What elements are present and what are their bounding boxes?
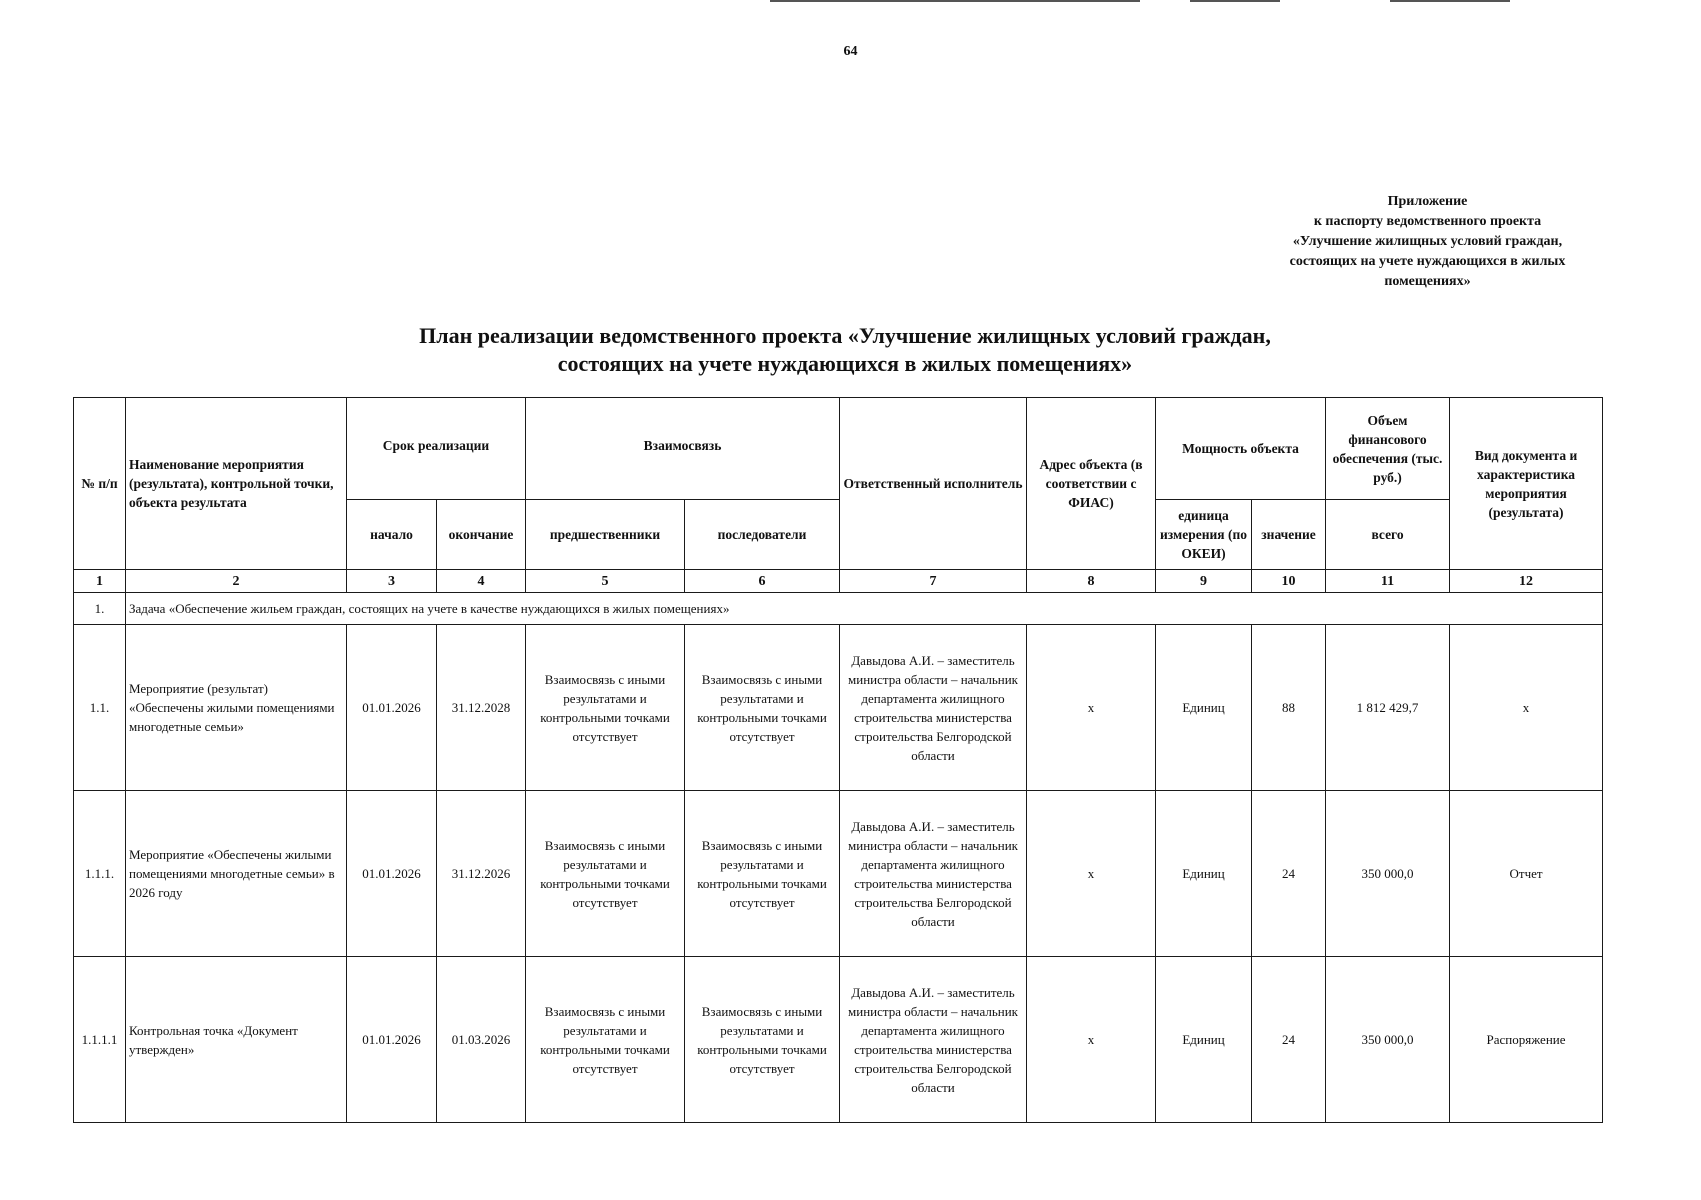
row-value: 24 xyxy=(1252,957,1326,1123)
row-finance: 350 000,0 xyxy=(1326,957,1450,1123)
appendix-line: помещениях» xyxy=(1384,274,1471,289)
row-finance: 1 812 429,7 xyxy=(1326,625,1450,791)
row-successors: Взаимосвязь с иными результатами и контрольными точками отсутствует xyxy=(685,791,840,957)
header-executor: Ответственный исполнитель xyxy=(840,398,1027,570)
header-num: № п/п xyxy=(74,398,126,570)
row-name: Мероприятие (результат) «Обеспечены жилыми помещениями многодетные семьи» xyxy=(126,625,347,791)
row-successors: Взаимосвязь с иными результатами и контрольными точками отсутствует xyxy=(685,625,840,791)
title-line: состоящих на учете нуждающихся в жилых помещениях» xyxy=(557,351,1133,376)
column-number: 7 xyxy=(840,570,1027,593)
row-value: 88 xyxy=(1252,625,1326,791)
row-address: х xyxy=(1027,957,1156,1123)
row-predecessors: Взаимосвязь с иными результатами и контрольными точками отсутствует xyxy=(526,625,685,791)
row-end-date: 01.03.2026 xyxy=(437,957,526,1123)
header-name: Наименование мероприятия (результата), контрольной точки, объекта результата xyxy=(126,398,347,570)
header-period-end: окончание xyxy=(437,500,526,570)
row-unit: Единиц xyxy=(1156,957,1252,1123)
task-num: 1. xyxy=(74,593,126,625)
header-predecessors: предшественники xyxy=(526,500,685,570)
column-number: 12 xyxy=(1450,570,1603,593)
column-number: 10 xyxy=(1252,570,1326,593)
row-start-date: 01.01.2026 xyxy=(347,791,437,957)
header-period-start: начало xyxy=(347,500,437,570)
task-text: Задача «Обеспечение жильем граждан, состоящих на учете в качестве нуждающихся в жилых помещениях» xyxy=(126,593,1603,625)
header-relation: Взаимосвязь xyxy=(526,398,840,500)
column-number: 11 xyxy=(1326,570,1450,593)
title-line: План реализации ведомственного проекта «Улучшение жилищных условий граждан, xyxy=(419,323,1271,348)
row-predecessors: Взаимосвязь с иными результатами и контрольными точками отсутствует xyxy=(526,791,685,957)
row-name: Контрольная точка «Документ утвержден» xyxy=(126,957,347,1123)
row-executor: Давыдова А.И. – заместитель министра области – начальник департамента жилищного строительства министерства строительства Белгородской области xyxy=(840,957,1027,1123)
row-start-date: 01.01.2026 xyxy=(347,625,437,791)
column-number: 8 xyxy=(1027,570,1156,593)
row-end-date: 31.12.2026 xyxy=(437,791,526,957)
scan-artifact-line xyxy=(770,0,1140,2)
column-number: 2 xyxy=(126,570,347,593)
header-period: Срок реализации xyxy=(347,398,526,500)
row-start-date: 01.01.2026 xyxy=(347,957,437,1123)
task-row xyxy=(74,593,1603,625)
row-unit: Единиц xyxy=(1156,625,1252,791)
row-num: 1.1. xyxy=(74,625,126,791)
row-value: 24 xyxy=(1252,791,1326,957)
column-number: 4 xyxy=(437,570,526,593)
header-capacity: Мощность объекта xyxy=(1156,398,1326,500)
row-doc: Отчет xyxy=(1450,791,1603,957)
column-number: 9 xyxy=(1156,570,1252,593)
appendix-line: Приложение xyxy=(1387,194,1468,209)
appendix-line: к паспорту ведомственного проекта xyxy=(1313,214,1542,229)
row-unit: Единиц xyxy=(1156,791,1252,957)
row-doc: х xyxy=(1450,625,1603,791)
header-unit: единица измерения (по ОКЕИ) xyxy=(1156,500,1252,570)
page-number: 64 xyxy=(843,44,858,59)
scan-artifact-line xyxy=(1390,0,1510,2)
header-doc-type: Вид документа и характеристика мероприятия (результата) xyxy=(1450,398,1603,570)
row-num: 1.1.1. xyxy=(74,791,126,957)
row-end-date: 31.12.2028 xyxy=(437,625,526,791)
appendix-line: состоящих на учете нуждающихся в жилых xyxy=(1289,254,1566,269)
column-number: 3 xyxy=(347,570,437,593)
table-row xyxy=(74,957,1603,1123)
appendix-line: «Улучшение жилищных условий граждан, xyxy=(1292,234,1563,249)
header-finance: Объем финансового обеспечения (тыс. руб.) xyxy=(1326,398,1450,500)
table-row xyxy=(74,625,1603,791)
header-finance-total: всего xyxy=(1326,500,1450,570)
row-executor: Давыдова А.И. – заместитель министра области – начальник департамента жилищного строительства министерства строительства Белгородской области xyxy=(840,791,1027,957)
row-num: 1.1.1.1 xyxy=(74,957,126,1123)
column-number: 5 xyxy=(526,570,685,593)
header-value: значение xyxy=(1252,500,1326,570)
column-numbers-row xyxy=(74,570,1603,593)
row-predecessors: Взаимосвязь с иными результатами и контрольными точками отсутствует xyxy=(526,957,685,1123)
column-number: 1 xyxy=(74,570,126,593)
header-successors: последователи xyxy=(685,500,840,570)
row-address: х xyxy=(1027,625,1156,791)
row-address: х xyxy=(1027,791,1156,957)
column-number: 6 xyxy=(685,570,840,593)
row-doc: Распоряжение xyxy=(1450,957,1603,1123)
scan-artifact-line xyxy=(1190,0,1280,2)
appendix-note xyxy=(1255,192,1600,292)
row-finance: 350 000,0 xyxy=(1326,791,1450,957)
row-executor: Давыдова А.И. – заместитель министра области – начальник департамента жилищного строительства министерства строительства Белгородской области xyxy=(840,625,1027,791)
header-address: Адрес объекта (в соответствии с ФИАС) xyxy=(1027,398,1156,570)
document-title xyxy=(330,322,1360,378)
row-successors: Взаимосвязь с иными результатами и контрольными точками отсутствует xyxy=(685,957,840,1123)
row-name: Мероприятие «Обеспечены жилыми помещениями многодетные семьи» в 2026 году xyxy=(126,791,347,957)
table-row xyxy=(74,791,1603,957)
plan-table xyxy=(73,397,1603,1123)
